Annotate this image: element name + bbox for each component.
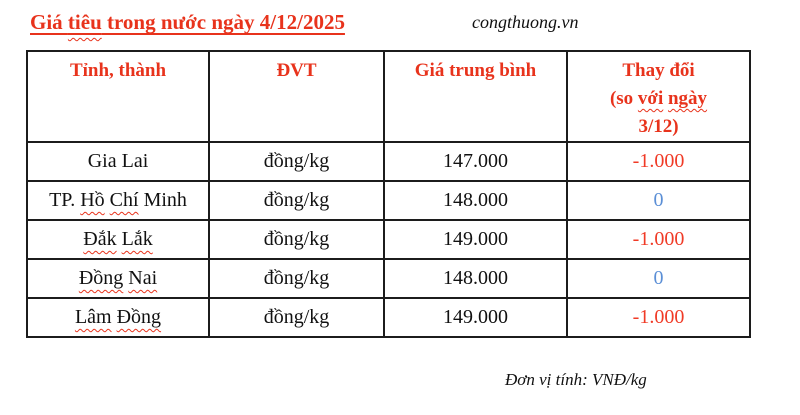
- province-cell: Lâm Đồng: [27, 298, 209, 337]
- unit-cell: đồng/kg: [209, 220, 384, 259]
- change-cell: -1.000: [567, 220, 750, 259]
- price-cell: 149.000: [384, 298, 567, 337]
- unit-note: Đơn vị tính: VNĐ/kg: [505, 370, 647, 389]
- unit-cell: đồng/kg: [209, 259, 384, 298]
- province-cell: TP. Hồ Chí Minh: [27, 181, 209, 220]
- column-header-province: Tỉnh, thành: [27, 51, 209, 142]
- column-header-change: Thay đổi (so với ngày 3/12): [567, 51, 750, 142]
- unit-cell: đồng/kg: [209, 181, 384, 220]
- table-row: [27, 298, 750, 337]
- price-cell: 148.000: [384, 259, 567, 298]
- change-cell: -1.000: [567, 298, 750, 337]
- table-body: [27, 142, 750, 337]
- table-header: [27, 51, 750, 142]
- header-row: [27, 51, 750, 142]
- change-cell: 0: [567, 259, 750, 298]
- province-cell: Đắk Lắk: [27, 220, 209, 259]
- change-cell: 0: [567, 181, 750, 220]
- province-cell: Đồng Nai: [27, 259, 209, 298]
- price-cell: 149.000: [384, 220, 567, 259]
- source-watermark: congthuong.vn: [472, 12, 579, 32]
- unit-cell: đồng/kg: [209, 142, 384, 181]
- pepper-price-table: [26, 50, 751, 338]
- table-row: [27, 142, 750, 181]
- column-header-price: Giá trung bình: [384, 51, 567, 142]
- table-row: [27, 181, 750, 220]
- table-row: [27, 259, 750, 298]
- page-title: Giá tiêu trong nước ngày 4/12/2025: [30, 10, 345, 34]
- price-cell: 147.000: [384, 142, 567, 181]
- change-cell: -1.000: [567, 142, 750, 181]
- table-row: [27, 220, 750, 259]
- price-cell: 148.000: [384, 181, 567, 220]
- column-header-unit: ĐVT: [209, 51, 384, 142]
- province-cell: Gia Lai: [27, 142, 209, 181]
- unit-cell: đồng/kg: [209, 298, 384, 337]
